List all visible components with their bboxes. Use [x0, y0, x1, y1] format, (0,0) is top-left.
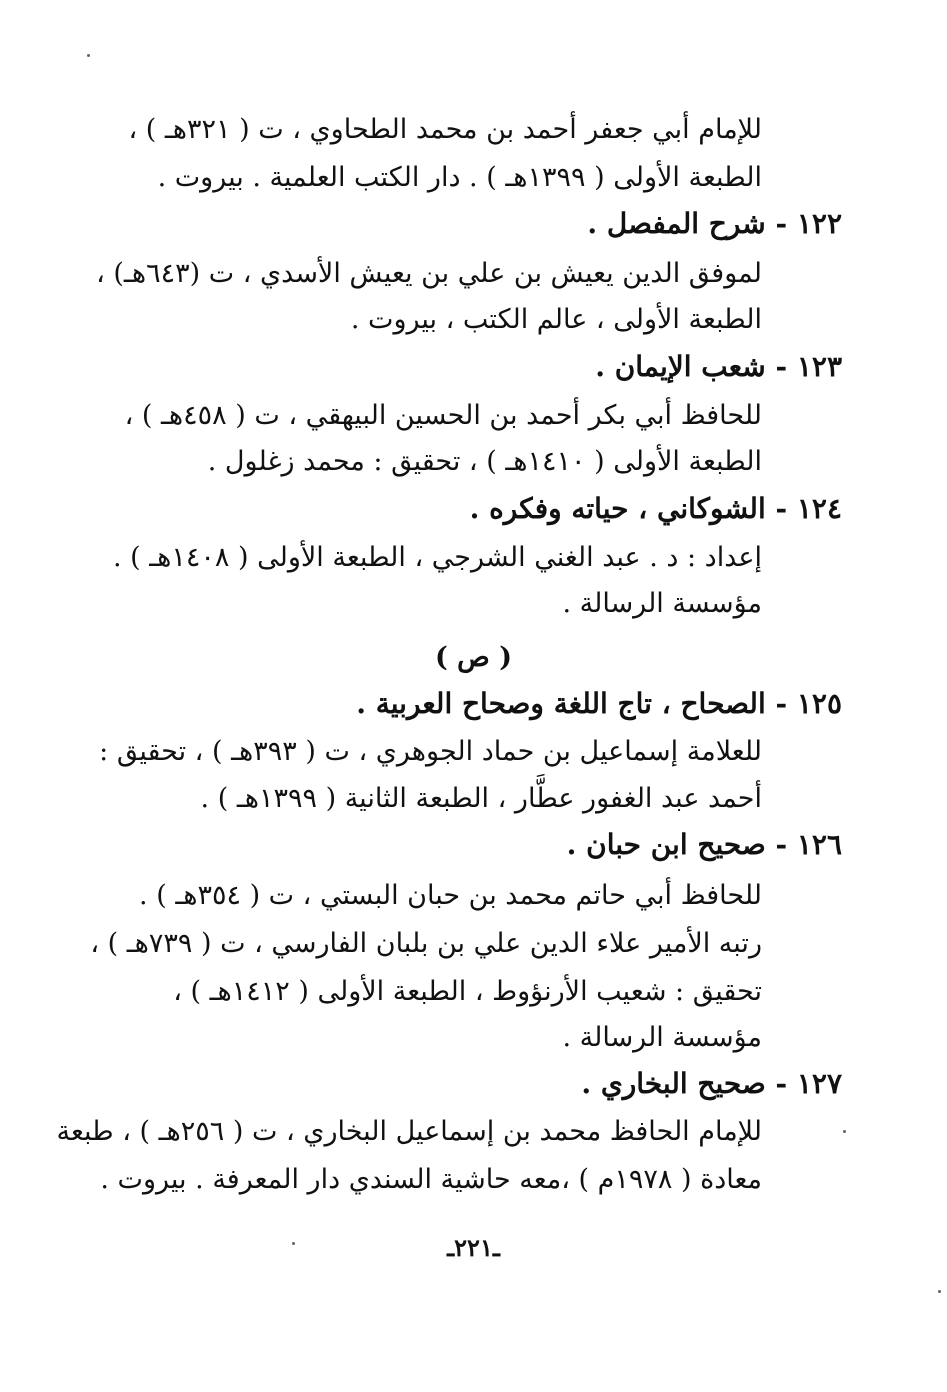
entry-title: ١٢٥ - الصحاح ، تاج اللغة وصحاح العربية .: [356, 687, 842, 720]
entry-title: ١٢٦ - صحيح ابن حبان .: [566, 828, 842, 861]
scan-speck: [843, 1130, 846, 1133]
scan-speck: [87, 54, 90, 57]
text-line: تحقيق : شعيب الأرنؤوط ، الطبعة الأولى ( ١٤١٢هـ ) ،: [173, 976, 762, 1007]
text-line: إعداد : د . عبد الغني الشرجي ، الطبعة الأولى ( ١٤٠٨هـ ) .: [112, 542, 762, 573]
text-line: مؤسسة الرسالة .: [562, 1022, 762, 1053]
text-line: مؤسسة الرسالة .: [562, 588, 762, 619]
entry-title: ١٢٢ - شرح المفصل .: [587, 207, 842, 240]
text-line: للحافظ أبي بكر أحمد بن الحسين البيهقي ، ت ( ٤٥٨هـ ) ،: [124, 400, 762, 431]
text-line: الطبعة الأولى ( ١٤١٠هـ ) ، تحقيق : محمد زغلول .: [207, 446, 762, 477]
text-line: للعلامة إسماعيل بن حماد الجوهري ، ت ( ٣٩٣هـ ) ، تحقيق :: [99, 736, 762, 767]
text-line: لموفق الدين يعيش بن علي بن يعيش الأسدي ، ت (٦٤٣هـ) ،: [96, 258, 762, 289]
section-letter-heading: ( ص ): [435, 642, 512, 673]
entry-title: ١٢٣ - شعب الإيمان .: [595, 350, 842, 383]
text-line: للإمام الحافظ محمد بن إسماعيل البخاري ، ت ( ٢٥٦هـ ) ، طبعة: [56, 1116, 762, 1147]
text-line: أحمد عبد الغفور عطَّار ، الطبعة الثانية ( ١٣٩٩هـ ) .: [200, 783, 762, 814]
entry-title: ١٢٧ - صحيح البخاري .: [581, 1067, 842, 1100]
entry-title: ١٢٤ - الشوكاني ، حياته وفكره .: [469, 492, 842, 525]
page-number: ـ٢٢١ـ: [447, 1233, 500, 1262]
text-line: للحافظ أبي حاتم محمد بن حبان البستي ، ت ( ٣٥٤هـ ) .: [139, 880, 762, 911]
text-line: الطبعة الأولى ( ١٣٩٩هـ ) . دار الكتب العلمية . بيروت .: [157, 162, 762, 193]
text-line: معادة ( ١٩٧٨م ) ،معه حاشية السندي دار المعرفة . بيروت .: [100, 1164, 762, 1195]
text-line: الطبعة الأولى ، عالم الكتب ، بيروت .: [350, 304, 762, 335]
scan-speck: [292, 1242, 295, 1245]
text-line: للإمام أبي جعفر أحمد بن محمد الطحاوي ، ت ( ٣٢١هـ ) ،: [128, 114, 762, 145]
scan-speck: [938, 1290, 941, 1293]
text-line: رتبه الأمير علاء الدين علي بن بلبان الفارسي ، ت ( ٧٣٩هـ ) ،: [90, 928, 762, 959]
